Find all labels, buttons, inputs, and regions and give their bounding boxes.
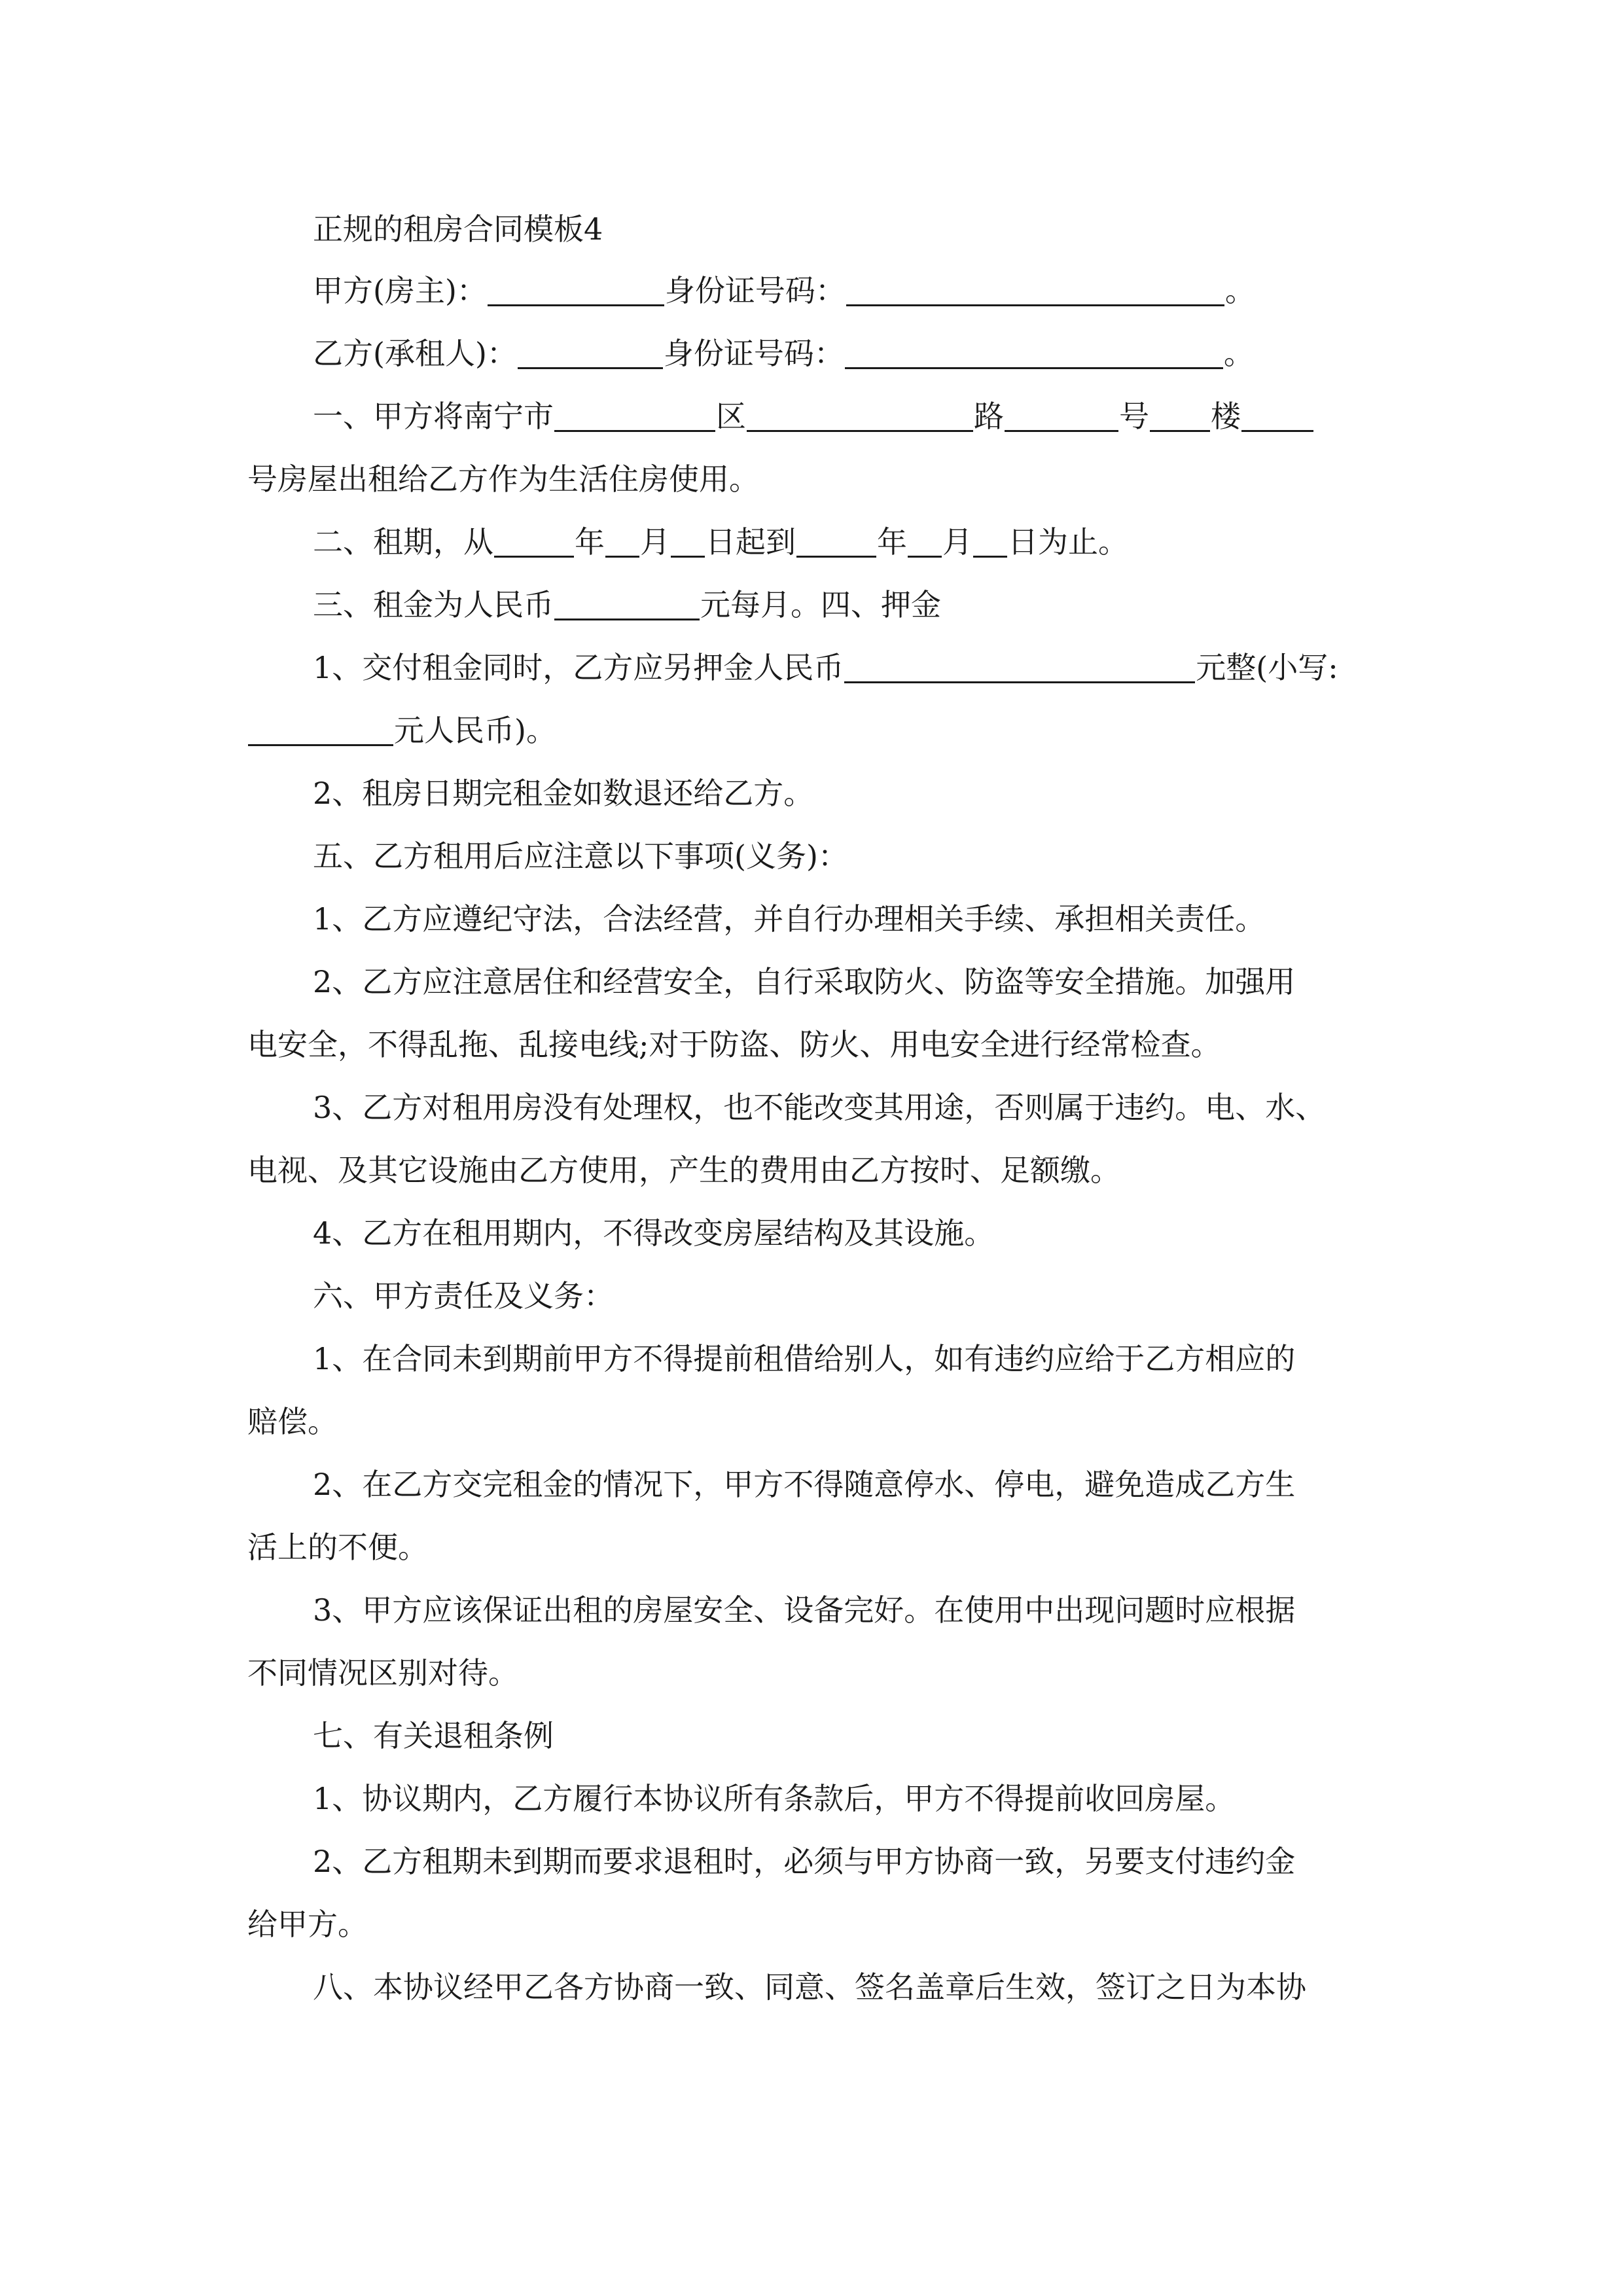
start-day-blank[interactable] (671, 528, 705, 558)
section-5-heading: 五、乙方租用后应注意以下事项(义务)： (313, 838, 848, 874)
section-5-item-3-line-2: 电视、及其它设施由乙方使用，产生的费用由乙方按时、足额缴。 (247, 1153, 1120, 1188)
party-a-id-label: 身份证号码： (664, 273, 846, 308)
start-month-blank[interactable] (605, 528, 639, 558)
section-5-item-2-line-1: 2、乙方应注意居住和经营安全，自行采取防火、防盗等安全措施。加强用 (313, 964, 1296, 999)
section-8-line-1: 八、本协议经甲乙各方协商一致、同意、签名盖章后生效，签订之日为本协 (313, 1969, 1306, 2005)
party-b-id-blank[interactable] (845, 340, 1223, 369)
section-7-item-1: 1、协议期内，乙方履行本协议所有条款后，甲方不得提前收回房屋。 (313, 1781, 1236, 1816)
deposit-numeric-blank[interactable] (248, 717, 393, 746)
building-number-blank[interactable] (1150, 403, 1210, 432)
clause-3-line: 三、租金为人民币 元每月。四、押金 (313, 587, 941, 622)
deposit-item-1-line-2: 元人民币)。 (0, 711, 1623, 750)
district-road-blank[interactable] (747, 403, 973, 432)
party-a-label: 甲方(房主)： (313, 273, 487, 308)
document-title: 正规的租房合同模板4 (313, 211, 603, 247)
start-year-blank[interactable] (494, 528, 574, 558)
section-6-item-1-line-1: 1、在合同未到期前甲方不得提前租借给别人，如有违约应给于乙方相应的 (313, 1341, 1296, 1376)
section-5-item-1: 1、乙方应遵纪守法，合法经营，并自行办理相关手续、承担相关责任。 (313, 901, 1266, 937)
section-6-item-2-line-1: 2、在乙方交完租金的情况下，甲方不得随意停水、停电，避免造成乙方生 (313, 1467, 1296, 1502)
section-7-heading: 七、有关退租条例 (313, 1718, 554, 1753)
deposit-amount-blank[interactable] (844, 654, 1195, 683)
party-a-line: 甲方(房主)： 身份证号码： 。 (313, 273, 1255, 308)
section-5-item-4: 4、乙方在租用期内，不得改变房屋结构及其设施。 (313, 1215, 995, 1251)
clause-1-line-2: 号房屋出租给乙方作为生活住房使用。 (247, 461, 759, 497)
section-6-item-2-line-2: 活上的不便。 (247, 1530, 428, 1565)
deposit-item-2: 2、租房日期完租金如数退还给乙方。 (313, 776, 814, 811)
section-6-item-3-line-2: 不同情况区别对待。 (247, 1655, 518, 1691)
section-7-item-2-line-2: 给甲方。 (247, 1907, 368, 1942)
section-6-heading: 六、甲方责任及义务： (313, 1278, 614, 1314)
road-number-blank[interactable] (1005, 403, 1118, 432)
party-a-name-blank[interactable] (488, 277, 664, 306)
party-b-id-label: 身份证号码： (663, 336, 844, 371)
clause-2-line: 二、租期，从 年 月 日起到 年 月 日为止。 (313, 524, 1128, 560)
section-5-item-3-line-1: 3、乙方对租用房没有处理权，也不能改变其用途，否则属于违约。电、水、 (313, 1090, 1326, 1125)
end-day-blank[interactable] (973, 528, 1007, 558)
end-month-blank[interactable] (908, 528, 942, 558)
party-a-id-blank[interactable] (846, 277, 1224, 306)
section-7-item-2-line-1: 2、乙方租期未到期而要求退租时，必须与甲方协商一致，另要支付违约金 (313, 1844, 1296, 1879)
city-district-blank[interactable] (554, 403, 715, 432)
party-b-label: 乙方(承租人)： (313, 336, 517, 371)
unit-number-blank[interactable] (1241, 403, 1313, 432)
section-5-item-2-line-2: 电安全，不得乱拖、乱接电线;对于防盗、防火、用电安全进行经常检查。 (247, 1027, 1221, 1062)
section-6-item-1-line-2: 赔偿。 (247, 1404, 338, 1439)
section-6-item-3-line-1: 3、甲方应该保证出租的房屋安全、设备完好。在使用中出现问题时应根据 (313, 1592, 1296, 1628)
deposit-item-1-line-1: 1、交付租金同时，乙方应另押金人民币 元整(小写: (313, 650, 1338, 685)
party-b-line: 乙方(承租人)： 身份证号码： 。 (313, 336, 1254, 371)
party-b-name-blank[interactable] (518, 340, 663, 369)
end-year-blank[interactable] (796, 528, 876, 558)
monthly-rent-blank[interactable] (554, 591, 700, 620)
clause-1-line-1: 一、甲方将南宁市 区 路 号 楼 (0, 397, 1623, 436)
